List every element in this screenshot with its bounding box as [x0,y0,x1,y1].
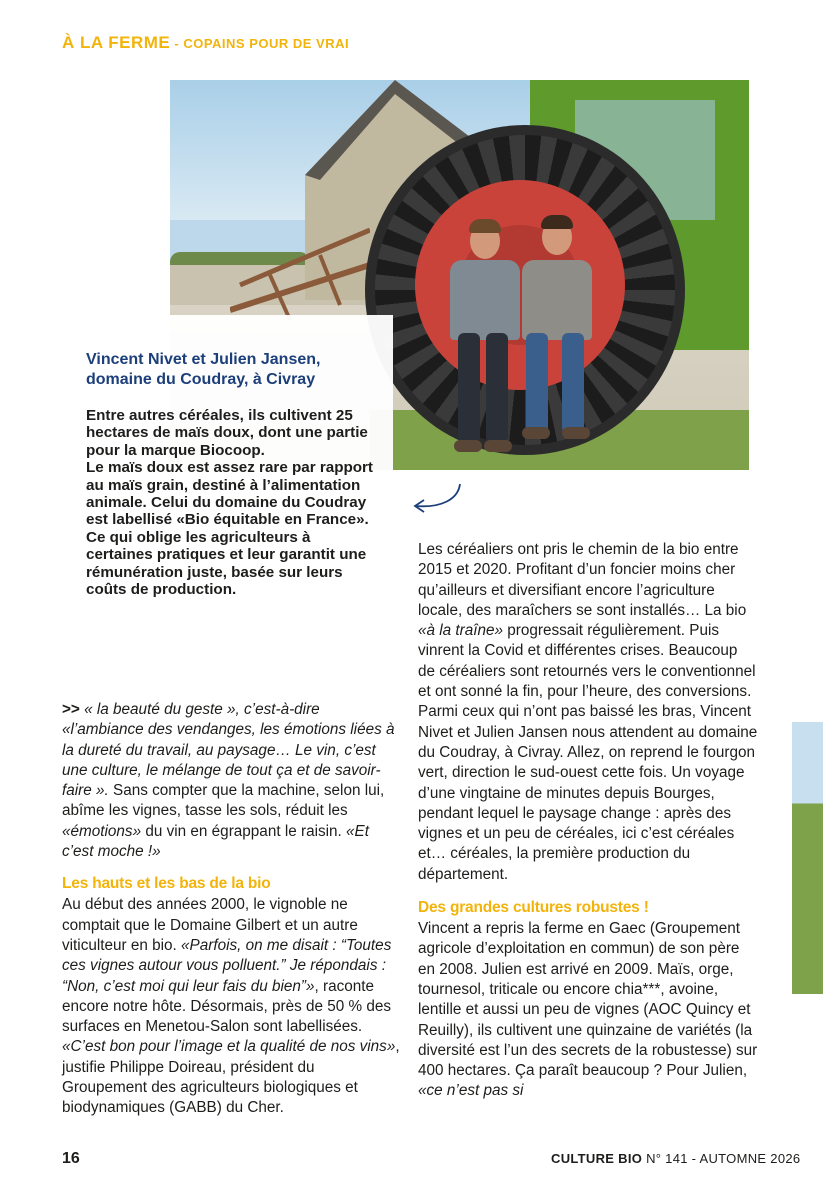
caption-paragraph: Le maïs doux est assez rare par rapport au maïs grain, destiné à l’alimentation animale. Celui du domaine du Coudray est labellisé «Bio équitable en France». Ce qui oblige les agriculteurs à certaines pratiques et leur garantit une rémunération juste, basée sur leurs coûts de production. [86,459,373,599]
left-column [62,700,400,1119]
curved-arrow-icon [410,480,466,516]
subheading: Les hauts et les bas de la bio [62,875,271,893]
body-paragraph [62,700,400,862]
body-text: , justifie Philippe Doireau, président du Groupement des agriculteurs biologiques et biodynamiques (GABB) du Cher. [62,1038,400,1117]
quote-text: «C’est bon pour l’image et la qualité de nos vins» [62,1038,396,1056]
quote-text: «Parfois, on me disait : “Toutes ces vignes autour vous polluent.” Je répondais : “Non, c’est moi qui leur fais du bien”» [62,936,392,995]
body-paragraph [418,540,758,885]
magazine-name: CULTURE BIO [551,1151,643,1166]
body-paragraph [62,895,400,1118]
body-text: progressait régulièrement. Puis vinrent la Covid et différentes crises. Beaucoup de céréaliers sont retournés vers le conventionnel et ont sonné la fin, pour l’heure, des conversions. Parmi ceux qui n’ont pas baissé les bras, Vincent Nivet et Julien Jansen nous attendent au domaine du Coudray, à Civray. Allez, on reprend le fourgon vert, direction le sud-ouest cette fois. Un voyage d’une vingtaine de minutes depuis Bourges, pendant lequel le paysage change : après des vignes et un peu de céréales, ici c’est céréales et… céréales, la première production du département. [418,622,758,883]
quote-text: « la beauté du geste », c’est-à-dire «l’ambiance des vendanges, les émotions liées à la dureté du travail, au paysage… Le vin, c’est une culture, le mélange de tout ça et de savoir-faire ». [62,701,395,800]
continuation-marker: >> [62,701,85,718]
quote-text: «Et c’est moche !» [62,822,370,861]
caption-title: Vincent Nivet et Julien Jansen, domaine du Coudray, à Civray [86,351,321,388]
body-text: Au début des années 2000, le vignoble ne comptait que le Domaine Gilbert et un autre viticulteur en bio. [62,896,358,954]
quote-text: «émotions» [62,822,142,840]
issue-info: N° 141 - AUTOMNE 2026 [642,1151,801,1166]
body-text: Vincent a repris la ferme en Gaec (Groupement agricole d’exploitation en commun) de son père en 2008. Julien est arrivé en 2009. Maïs, orge, tournesol, triticale ou encore chia***, avoine, lentille et aussi un peu de vignes (AOC Quincy et Reuilly), ils cultivent une quinzaine de variétés (la diversité est l’un des secrets de la robustesse) sur 400 hectares. Ça paraît beaucoup ? Pour Julien, [418,920,758,1080]
body-paragraph [418,919,758,1102]
section-header [62,33,349,53]
section-subtitle: COPAINS POUR DE VRAI [183,36,350,51]
side-photo-strip [792,722,823,994]
subheading: Des grandes cultures robustes ! [418,899,649,917]
body-text: , raconte encore notre hôte. Désormais, près de 50 % des surfaces en Menetou-Salon sont labellisées. [62,977,392,1036]
body-text: Les céréaliers ont pris le chemin de la bio entre 2015 et 2020. Profitant d’un foncier moins cher qu’ailleurs et diversifiant encore l’agriculture locale, des maraîchers se sont installés… La bio [418,541,747,619]
body-text: du vin en égrappant le raisin. [141,822,347,840]
body-text: Sans compter que la machine, selon lui, abîme les vignes, tasse les sols, réduit les [62,782,385,820]
header-separator: - [170,36,184,51]
caption-body [86,407,376,598]
photo-harrow [230,215,370,325]
section-name: À LA FERME [62,33,171,52]
quote-text: «ce n’est pas si [418,1082,524,1100]
page-number: 16 [62,1150,80,1167]
quote-text: «à la traîne» [418,622,504,640]
caption-paragraph: Entre autres céréales, ils cultivent 25 hectares de maïs doux, dont une partie pour la marque Biocoop. [86,407,368,459]
right-column [418,540,758,1102]
magazine-footer [551,1151,800,1166]
